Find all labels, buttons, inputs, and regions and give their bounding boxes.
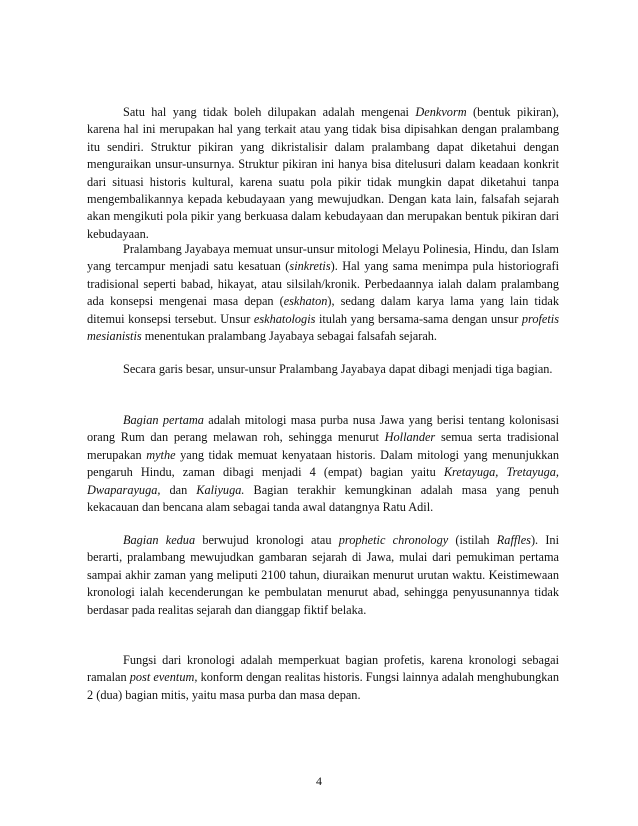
- text-run: Secara garis besar, unsur-unsur Pralambang Jayabaya dapat dibagi menjadi tiga bagian.: [123, 362, 553, 376]
- page-number: 4: [316, 774, 322, 788]
- italic-term: Bagian pertama: [123, 413, 204, 427]
- text-run: menentukan pralambang Jayabaya sebagai falsafah sejarah.: [141, 329, 438, 344]
- text-run: ). Ini berarti, pralambang mewujudkan gambaran sejarah di Jawa, mulai dari pemukiman pertama sampai akhir zaman yang meliputi 2100 tahun, diuraikan menurut urutan waktu. Keistimewaan kronologi ialah kecenderungan ke pembulatan menurut abad, sehingga penyusunannya tidak berdasar pada realitas sejarah dan dianggap fiktif belaka.: [87, 533, 559, 617]
- paragraph-bagian-kedua: [87, 532, 559, 619]
- text-run: dan: [160, 482, 197, 497]
- text-run: (bentuk pikiran), karena hal ini merupakan hal yang terkait atau yang tidak bisa dipisahkan dengan pralambang itu sendiri. Struktur pikiran yang dikristalisir dalam pralambang dapat diketahui dengan menguraikan unsur-unsurnya. Struktur pikiran ini hanya bisa ditelusuri dalam keadaan konkrit dari situasi historis kultural, karena suatu pola pikir tidak mungkin dapat diketahui tanpa mengembalikannya kepada kebudayaan yang mewujudkan. Dengan kata lain, falsafah sejarah akan mengikuti pola pikir yang berkuasa dalam kebudayaan dan merupakan bentuk pikiran dari kebudayaan.: [87, 105, 559, 241]
- italic-term: eskhaton: [283, 294, 328, 309]
- text-run: Satu hal yang tidak boleh dilupakan adalah mengenai: [123, 105, 416, 119]
- text-run: Bagian terakhir kemungkinan adalah masa yang penuh kekacauan dan bencana alam sebagai tanda awal datangnya Ratu Adil.: [87, 482, 559, 515]
- text-run: yang tidak memuat kenyataan historis. Dalam mitologi yang menunjukkan pengaruh Hindu, zaman dibagi menjadi 4 (empat) bagian yaitu: [87, 447, 560, 480]
- text-run: Pralambang Jayabaya memuat unsur-unsur mitologi Melayu Polinesia, Hindu, dan Islam yang tercampur menjadi satu kesatuan (: [87, 242, 559, 274]
- text-run: semua serta tradisional merupakan: [87, 430, 559, 462]
- paragraph-pralambang-jayabaya: [87, 241, 559, 345]
- paragraph-garis-besar: [87, 361, 559, 378]
- paragraph-bagian-pertama: [87, 412, 559, 516]
- text-run: ). Hal yang sama menimpa pula historiografi tradisional seperti babad, hikayat, atau silsilah/kronik. Perbedaannya ialah dalam pralambang ada konsepsi mengenai masa depan (: [87, 259, 559, 309]
- italic-term: sinkretis: [289, 259, 331, 274]
- paragraph-fungsi-kronologi: [87, 652, 559, 704]
- italic-term: Bagian kedua: [123, 533, 196, 547]
- italic-term: prophetic chronology: [338, 533, 449, 547]
- paragraph-denkvorm: [87, 104, 559, 243]
- italic-term: post eventum,: [129, 670, 198, 685]
- italic-term: Kretayuga, Tretayuga, Dwaparayuga,: [87, 465, 559, 497]
- italic-term: Raffles: [496, 533, 531, 547]
- italic-term: eskhatologis: [253, 311, 316, 326]
- text-run: (istilah: [448, 533, 497, 547]
- italic-term: Kaliyuga.: [196, 482, 245, 497]
- italic-term: Denkvorm: [415, 105, 467, 119]
- italic-term: mythe: [146, 447, 176, 462]
- text-run: Fungsi dari kronologi adalah memperkuat bagian profetis, karena kronologi sebagai ramalan: [87, 653, 559, 685]
- italic-term: profetis mesianistis: [87, 311, 559, 344]
- text-run: konform dengan realitas historis. Fungsi lainnya adalah menghubungkan 2 (dua) bagian mitis, yaitu masa purba dan masa depan.: [87, 670, 559, 702]
- italic-term: Hollander: [384, 430, 436, 445]
- text-run: berwujud kronologi atau: [195, 533, 339, 547]
- text-run: ), sedang dalam karya lama yang lain tidak ditemui konsepsi tersebut. Unsur: [87, 294, 559, 326]
- text-run: itulah yang bersama-sama dengan unsur: [315, 311, 522, 326]
- text-run: adalah mitologi masa purba nusa Jawa yang berisi tentang kolonisasi orang Rum dan perang melawan roh, sehingga menurut: [87, 413, 559, 445]
